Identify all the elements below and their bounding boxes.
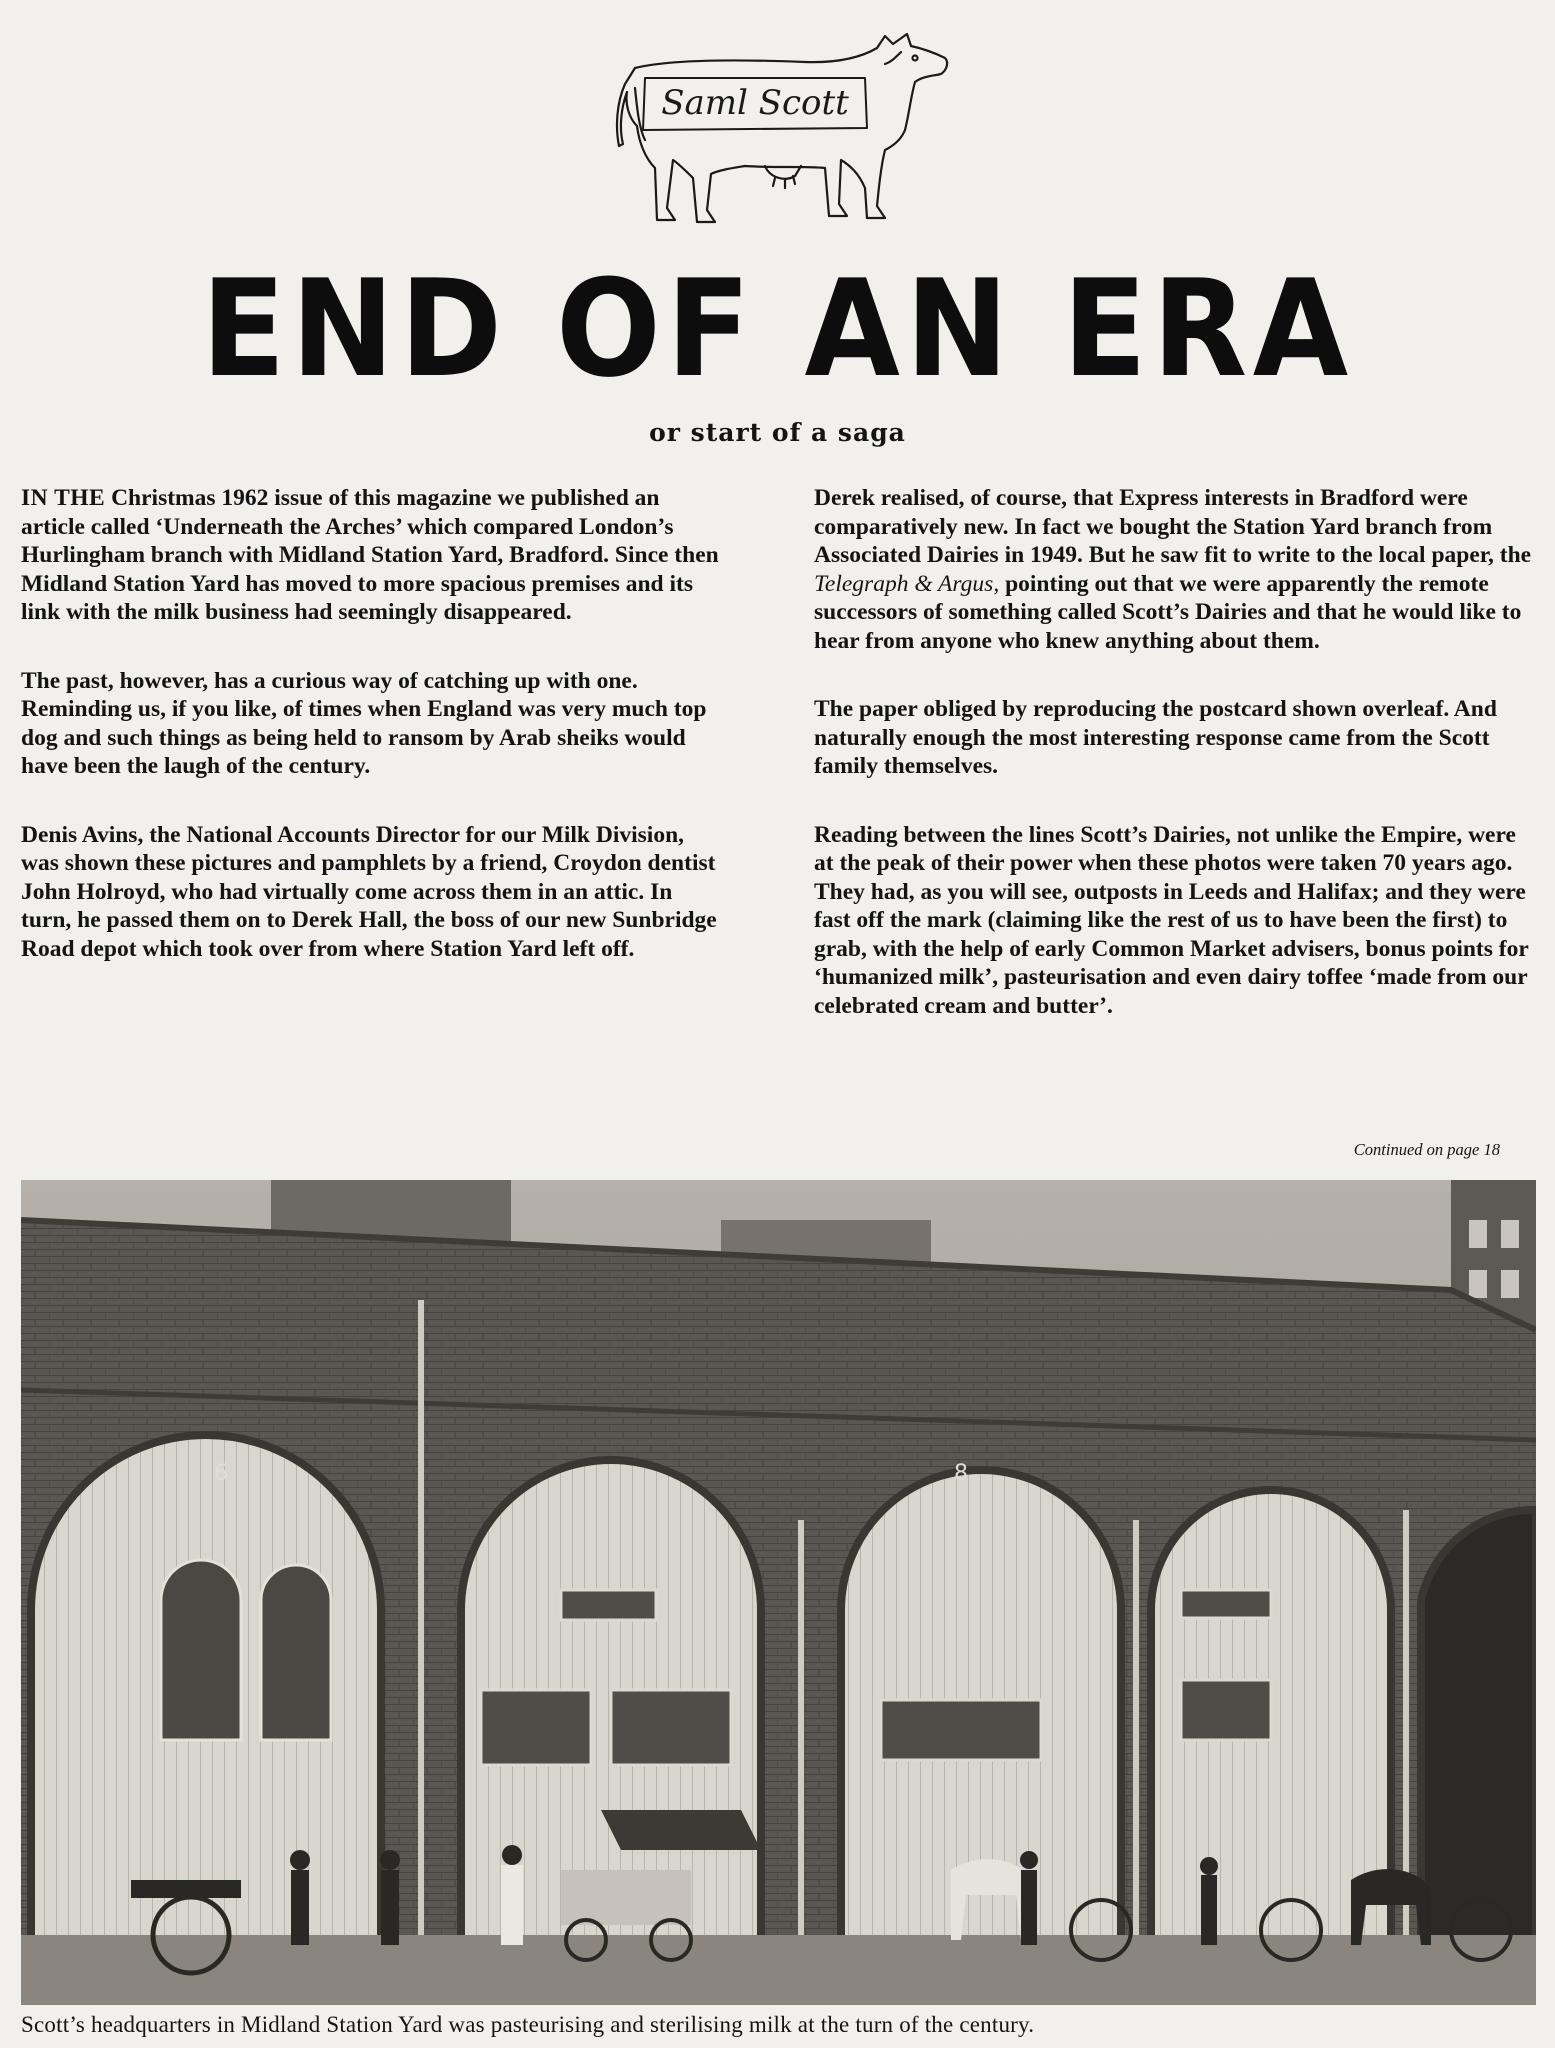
paragraph (21, 484, 721, 627)
paragraph: The past, however, has a curious way of catching up with one. Reminding us, if you like, of times when England was very much top dog and such things as being held to ransom by Arab sheiks would have been the laugh of the century. (21, 667, 707, 779)
paragraph: Denis Avins, the National Accounts Director for our Milk Division, was shown these pictures and pamphlets by a friend, Croydon dentist John Holroyd, who had virtually come across them in an attic. In turn, he passed them on to Derek Hall, the boss of our new Sunbridge Road depot which took over from where Station Yard left off. (21, 821, 717, 962)
station-yard-photo (21, 1180, 1536, 2005)
newspaper-name: Telegraph & Argus, (814, 570, 1000, 597)
page-title: END OF AN ERA (201, 251, 1354, 407)
logo-signature: Saml Scott (661, 83, 849, 123)
paragraph-text: Derek realised, of course, that Express interests in Bradford were comparatively new. In fact we bought the Station Yard branch from Associated Dairies in 1949. But he saw fit to write to the local paper, the (814, 485, 1532, 568)
paragraph-text: Christmas 1962 issue of this magazine we published an article called ‘Underneath the Arches’ which compared London’s Hurlingham branch with Midland Station Yard, Bradford. Since then Midland Station Yard has moved to more spacious premises and its link with the milk business had seemingly disappeared. (21, 485, 719, 625)
arch-number: 6 (214, 1461, 228, 1486)
article-right-column (814, 484, 1532, 1060)
paragraph: Reading between the lines Scott’s Dairies, not unlike the Empire, were at the peak of their power when these photos were taken 70 years ago. They had, as you will see, outposts in Leeds and Halifax; and they were fast off the mark (claiming like the rest of us to have been the first) to grab, with the help of early Common Market advisers, bonus points for ‘humanized milk’, pasteurisation and even dairy toffee ‘made from our celebrated cream and butter’. (814, 821, 1529, 1019)
paragraph-text: pointing out that we were apparently the remote successors of something called Scott’s Dairies and that he would like to hear from anyone who knew anything about them. (814, 570, 1522, 654)
page-subtitle: or start of a saga (649, 418, 906, 447)
article-left-column (21, 484, 721, 1003)
photo-caption: Scott’s headquarters in Midland Station Yard was pasteurising and sterilising milk at the turn of the century. (21, 2012, 1035, 2037)
arch-number: 8 (954, 1461, 968, 1486)
cow-logo (615, 18, 960, 243)
continued-note: Continued on page 18 (1353, 1140, 1500, 1159)
lead-in: IN THE (21, 485, 106, 511)
paragraph: The paper obliged by reproducing the postcard shown overleaf. And naturally enough the most interesting response came from the Scott family themselves. (814, 696, 1497, 779)
paragraph (814, 484, 1532, 655)
cow-icon (615, 18, 960, 243)
